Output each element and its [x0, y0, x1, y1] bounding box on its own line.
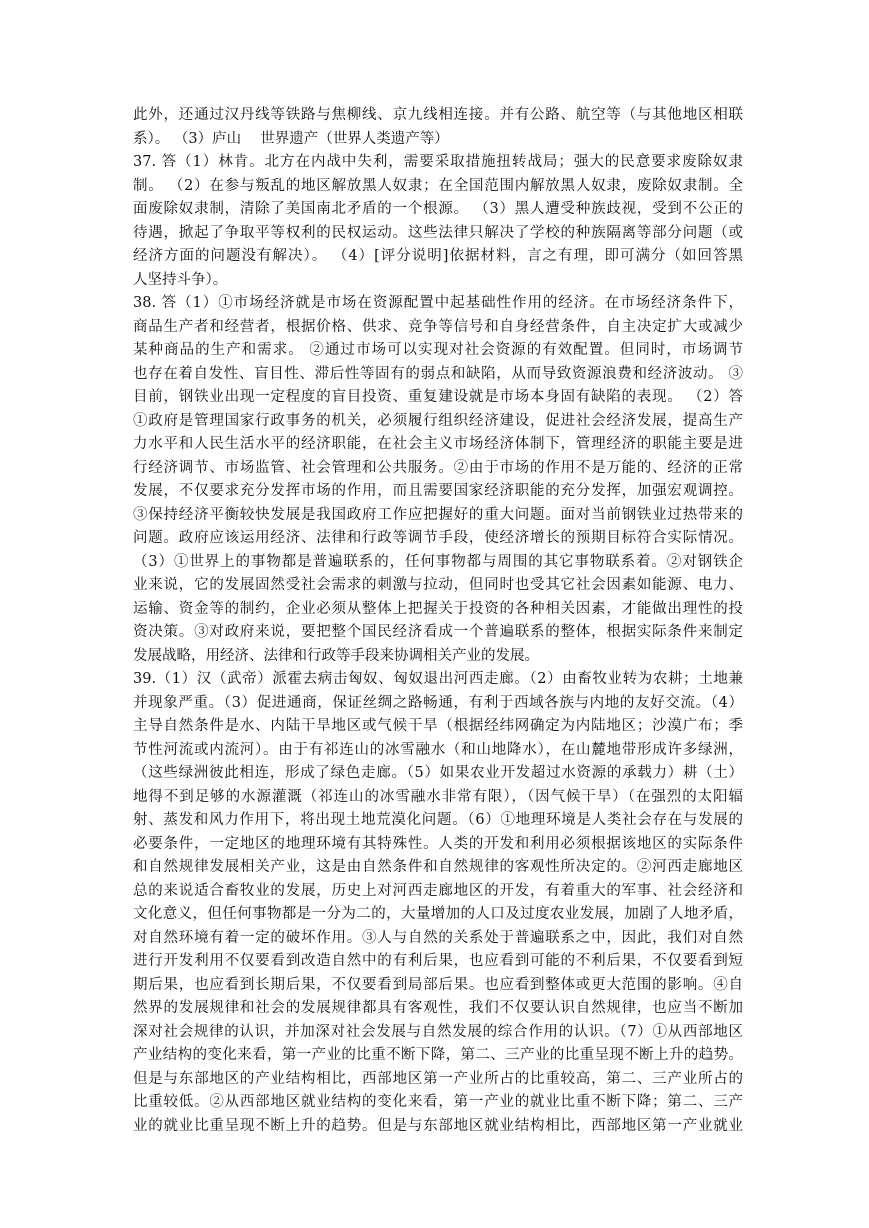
text-line: 行经济调节、市场监管、社会管理和公共服务。②由于市场的作用不是万能的、经济的正常	[133, 459, 743, 476]
text-line: 发展战略，用经济、法律和行政等手段来协调相关产业的发展。	[133, 647, 539, 664]
text-line: （这些绿洲彼此相连，形成了绿色走廊。（5）如果农业开发超过水资源的承载力）耕（土）	[133, 765, 743, 781]
text-line: ③保持经济平衡较快发展是我国政府工作应把握好的重大问题。面对当前钢铁业过热带来的	[133, 506, 743, 523]
text-line: 人坚持斗争）。	[133, 271, 228, 288]
text-line: 地得不到足够的水源灌溉（祁连山的冰雪融水非常有限），（因气候干旱）（在强烈的太阳辐	[133, 788, 743, 805]
text-line: 然界的发展规律和社会的发展规律都具有客观性，我们不仅要认识自然规律，也应当不断加	[133, 1000, 743, 1016]
text-line: 力水平和人民生活水平的经济职能，在社会主义市场经济体制下，管理经济的职能主要是进	[133, 436, 743, 452]
text-line: 制。 （2）在参与叛乱的地区解放黑人奴隶；在全国范围内解放黑人奴隶，废除奴隶制。全	[133, 177, 743, 194]
text-line: 问题。政府应该运用经济、法律和行政等调节手段，使经济增长的预期目标符合实际情况。	[133, 530, 743, 546]
text-line: ①政府是管理国家行政事务的机关，必须履行组织经济建设，促进社会经济发展，提高生产	[133, 412, 743, 429]
text-line: 产业结构的变化来看，第一产业的比重不断下降，第二、三产业的比重呈现不断上升的趋势。	[133, 1047, 743, 1063]
document-page	[133, 104, 743, 1138]
text-line: 待遇，掀起了争取平等权利的民权运动。这些法律只解决了学校的种族隔离等部分问题（或	[133, 224, 743, 241]
text-line: 总的来说适合畜牧业的发展，历史上对河西走廊地区的开发，有着重大的军事、社会经济和	[133, 882, 743, 899]
text-line: 并现象严重。（3）促进通商，保证丝绸之路畅通，有利于西域各族与内地的友好交流。（4）	[133, 694, 743, 711]
text-line: 深对社会规律的认识，并加深对社会发展与自然发展的综合作用的认识。（7）①从西部地区	[133, 1023, 743, 1040]
text-line: 系）。 （3）庐山 世界遗产（世界人类遗产等）	[133, 130, 449, 147]
text-line: 经济方面的问题没有解决）。 （4）[评分说明]依据材料，言之有理，即可满分（如回答黑	[133, 248, 743, 264]
text-line: 对自然环境有着一定的破坏作用。③人与自然的关系处于普遍联系之中，因此，我们对自然	[133, 929, 743, 946]
text-line: 39.（1）汉（武帝）派霍去病击匈奴、匈奴退出河西走廊。（2）由畜牧业转为农耕；土地兼	[133, 671, 743, 687]
text-line: 目前，钢铁业出现一定程度的盲目投资、重复建设就是市场本身固有缺陷的表现。 （2）答	[133, 389, 743, 405]
text-line: 面废除奴隶制，清除了美国南北矛盾的一个根源。 （3）黑人遭受种族歧视，受到不公正的	[133, 201, 743, 217]
text-line: 业的就业比重呈现不断上升的趋势。但是与东部地区就业结构相比，西部地区第一产业就业	[133, 1117, 743, 1134]
text-line: 37. 答（1）林肯。北方在内战中失利，需要采取措施扭转战局；强大的民意要求废除奴隶	[133, 154, 743, 170]
text-line: （3）①世界上的事物都是普遍联系的，任何事物都与周围的其它事物联系着。②对钢铁企	[133, 553, 743, 570]
text-line: 期后果，也应看到长期后果，不仅要看到局部后果。也应看到整体或更大范围的影响。④自	[133, 976, 743, 993]
text-line: 必要条件，一定地区的地理环境有其特殊性。人类的开发和利用必须根据该地区的实际条件	[133, 835, 743, 852]
text-line: 发展，不仅要求充分发挥市场的作用，而且需要国家经济职能的充分发挥，加强宏观调控。	[133, 483, 743, 499]
text-line: 节性河流或内流河）。由于有祁连山的冰雪融水（和山地降水），在山麓地带形成许多绿洲，	[133, 741, 743, 758]
text-line: 运输、资金等的制约，企业必须从整体上把握关于投资的各种相关因素，才能做出理性的投	[133, 600, 743, 617]
text-line: 但是与东部地区的产业结构相比，西部地区第一产业所占的比重较高，第二、三产业所占的	[133, 1070, 743, 1087]
text-line: 38. 答（1）①市场经济就是市场在资源配置中起基础性作用的经济。在市场经济条件下，	[133, 295, 743, 311]
text-line: 资决策。③对政府来说，要把整个国民经济看成一个普遍联系的整体，根据实际条件来制定	[133, 624, 743, 640]
text-line: 某种商品的生产和需求。 ②通过市场可以实现对社会资源的有效配置。但同时，市场调节	[133, 342, 743, 358]
text-line: 此外，还通过汉丹线等铁路与焦柳线、京九线相连接。并有公路、航空等（与其他地区相联	[133, 107, 743, 123]
text-line: 商品生产者和经营者，根据价格、供求、竞争等信号和自身经营条件，自主决定扩大或减少	[133, 318, 743, 335]
text-line: 和自然规律发展相关产业，这是由自然条件和自然规律的客观性所决定的。②河西走廊地区	[133, 859, 743, 875]
text-line: 文化意义，但任何事物都是一分为二的，大量增加的人口及过度农业发展，加剧了人地矛盾，	[133, 906, 743, 922]
text-line: 主导自然条件是水、内陆干旱地区或气候干旱（根据经纬网确定为内陆地区；沙漠广布；季	[133, 718, 743, 734]
text-line: 业来说，它的发展固然受社会需求的刺激与拉动，但同时也受其它社会因素如能源、电力、	[133, 577, 743, 593]
text-line: 比重较低。②从西部地区就业结构的变化来看，第一产业的就业比重不断下降；第二、三产	[133, 1094, 743, 1110]
text-line: 射、蒸发和风力作用下，将出现土地荒漠化问题。（6）①地理环境是人类社会存在与发展的	[133, 812, 743, 828]
text-line: 进行开发利用不仅要看到改造自然中的有利后果，也应看到可能的不利后果，不仅要看到短	[133, 953, 743, 969]
text-line: 也存在着自发性、盲目性、滞后性等固有的弱点和缺陷，从而导致资源浪费和经济波动。 ③	[133, 365, 743, 382]
